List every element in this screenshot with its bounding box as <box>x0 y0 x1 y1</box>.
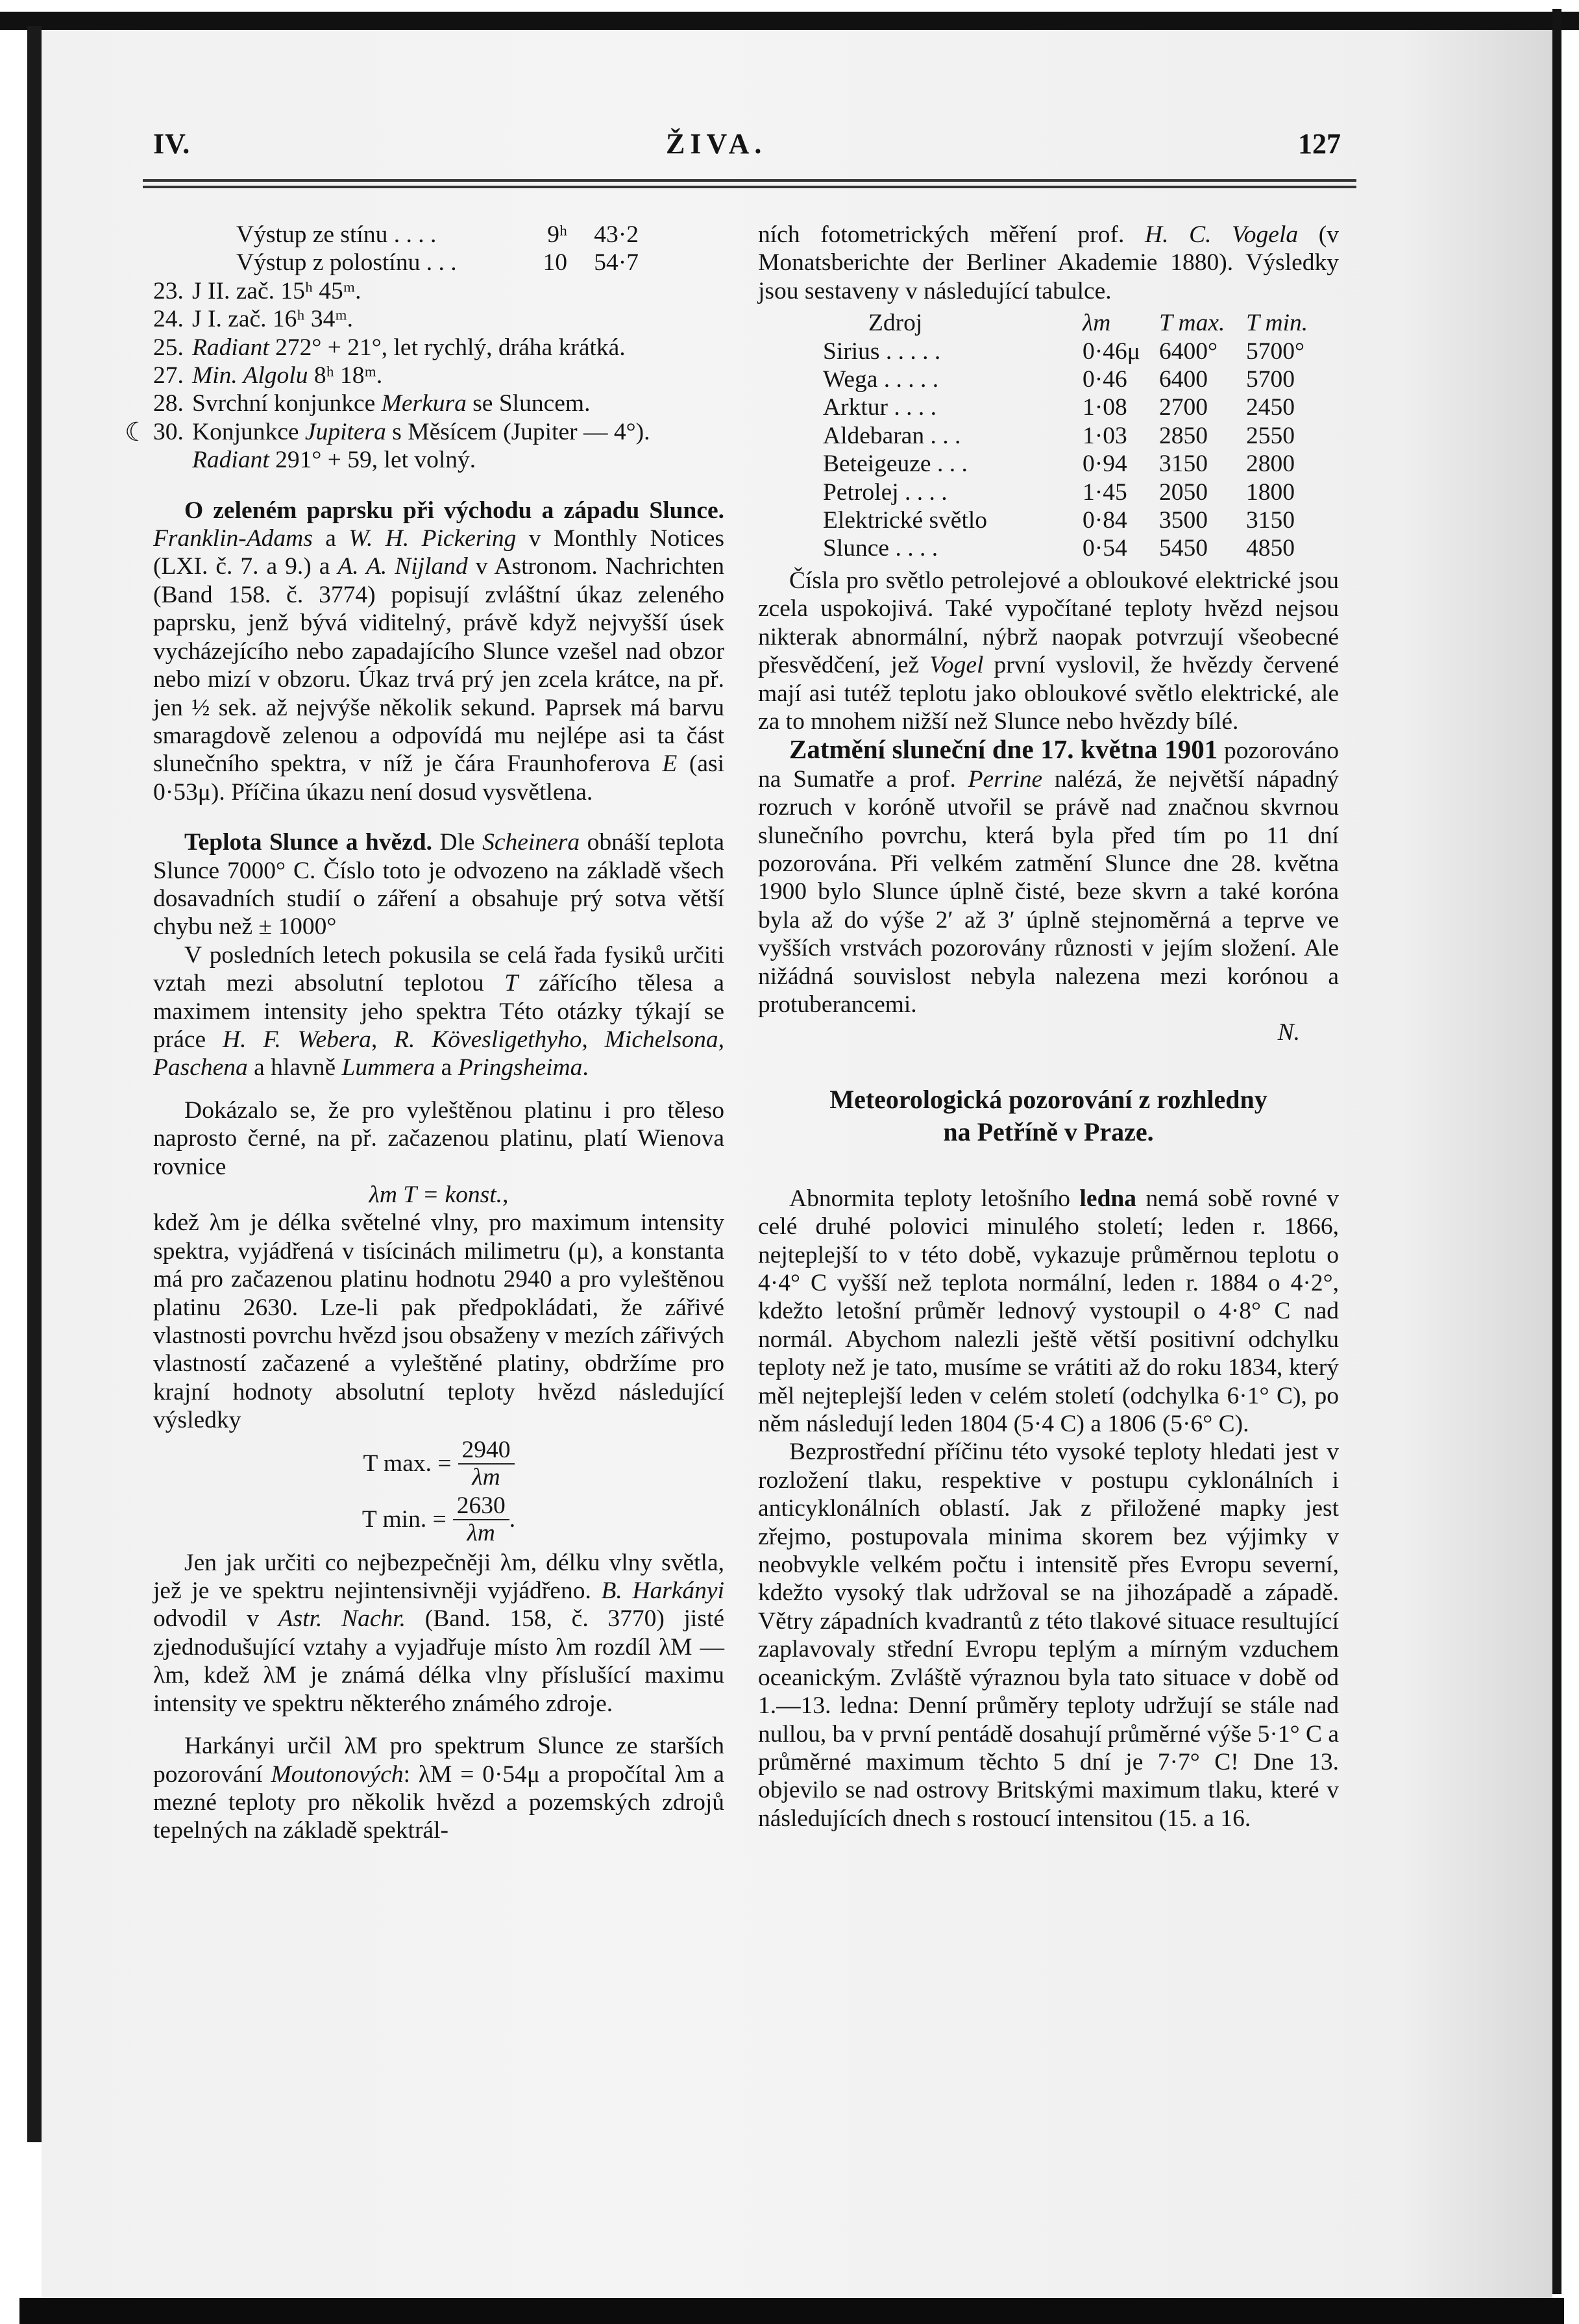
paragraph <box>153 1732 724 1845</box>
body-text: : λM = 0·54μ a propočítal λm a mezné teploty pro několik hvězd a pozemských zdrojů tepelných na základě spektrál- <box>153 1761 725 1844</box>
body-text: v Astronom. Nachrichten (Band 158. č. 3774) popisují zvláštní úkaz zeleného paprsku, jenž bývá viditelný, právě když nejvyšší úsek vycházejícího nebo zapadajícího Slunce vzešel nad obzor nebo mizí v obzoru. Úkaz trvá prý jen zcela krátce, na př. jen ½ sek. až nejvýše několik sekund. Paprsek má barvu smaragdově zelenou a odpovídá mu nejlépe asi ta část slunečního spektra, v níž je čára Fraunhoferova <box>153 553 724 778</box>
body-text: zářícího tělesa a maximem intensity jeho spektra Této otázky týkají se práce <box>153 970 724 1053</box>
article-green-ray <box>153 497 724 806</box>
cell-tmin: 1800 <box>1246 478 1295 506</box>
scan-border-left <box>27 26 42 2142</box>
symbol-T: T <box>504 970 519 997</box>
denominator: λm <box>467 1519 495 1546</box>
calendar-text <box>192 334 724 362</box>
calendar-italic: Jupitera <box>304 418 386 445</box>
cell-tmax: 6400 <box>1159 366 1208 393</box>
body-text: a hlavně <box>247 1054 342 1082</box>
formula-t-max <box>153 1437 724 1490</box>
table-row <box>823 478 1324 506</box>
timing-hours: 10 <box>543 249 567 277</box>
author-name: Scheinera <box>482 829 580 856</box>
article-title: O zeleném paprsku při východu a západu Slunce. <box>184 497 724 524</box>
formula-lhs: T min. = <box>361 1505 447 1533</box>
body-text: pozorováno na Sumatře a prof. <box>758 737 1339 793</box>
calendar-rest: 272° + 21°, let rychlý, dráha krátká. <box>269 334 626 361</box>
heading-line: na Petříně v Praze. <box>943 1117 1154 1146</box>
cell-tmax: 5450 <box>1159 535 1208 562</box>
cell-tmin: 2450 <box>1246 394 1295 421</box>
body-text: Harkányi určil λM pro spektrum Slunce ze starších pozorování <box>153 1733 724 1788</box>
running-head <box>153 127 1341 179</box>
cell-tmax: 6400° <box>1159 338 1218 365</box>
cell-source: Beteigeuze . . . <box>823 451 968 478</box>
formula-end: . <box>509 1505 516 1533</box>
cell-tmax: 3150 <box>1159 451 1208 478</box>
calendar-day: 28. <box>153 390 184 417</box>
temperature-table <box>823 309 1324 563</box>
calendar-text <box>192 389 724 417</box>
calendar-day: 27. <box>153 362 184 389</box>
calendar-entry <box>153 334 724 362</box>
timing-minutes: 54·7 <box>594 249 639 277</box>
calendar-entry <box>153 389 724 417</box>
cell-tmax: 2850 <box>1159 422 1208 449</box>
formula-lhs: T max. = <box>363 1450 452 1477</box>
cell-source: Wega . . . . . <box>823 366 939 393</box>
cell-lambda: 0·54 <box>1083 535 1127 562</box>
cell-tmax: 2050 <box>1159 478 1208 506</box>
table-row <box>823 422 1324 450</box>
section-heading <box>758 1083 1339 1148</box>
calendar-entry <box>153 446 724 474</box>
body-text: odvodil v <box>153 1605 278 1633</box>
paragraph: kdež λm je délka světelné vlny, pro maximum intensity spektra, vyjádřená v tisícinách milimetru (μ), a konstanta má pro začazenou platinu hodnotu 2940 a pro vyleštěnou platinu 2630. Lze-li pak předpokládati, že zářivé vlastnosti povrchu hvězd jsou obsaženy v mezích zářivých vlastností začazené a vyleštěné platiny, obdržíme pro krajní hodnoty absolutní teploty hvězd následující výsledky <box>153 1209 724 1434</box>
paragraph <box>153 1549 724 1718</box>
calendar-text: J I. zač. 16ʰ 34ᵐ. <box>192 306 354 333</box>
cell-tmin: 2800 <box>1246 451 1295 478</box>
author-name: A. A. Nijland <box>337 553 468 580</box>
timing-minutes: 43·2 <box>594 221 639 248</box>
scan-border-right <box>1552 9 1561 2294</box>
calendar-pre: Konjunkce <box>192 418 305 445</box>
author-name: Pringsheima <box>458 1054 583 1082</box>
fraction <box>453 1493 509 1546</box>
table-row <box>823 393 1324 421</box>
calendar-rest: 8ʰ 18ᵐ. <box>308 362 383 389</box>
paragraph <box>758 1185 1339 1439</box>
calendar-day: 25. <box>153 334 184 361</box>
article-eclipse <box>758 736 1339 1019</box>
author-name: H. C. Vogela <box>1145 221 1299 248</box>
wien-equation: λm T = konst., <box>369 1181 509 1208</box>
scan-border-bottom <box>19 2298 1564 2324</box>
numerator: 2630 <box>453 1493 509 1520</box>
author-signature: N. <box>1277 1019 1300 1046</box>
column-header-source: Zdroj <box>868 310 923 337</box>
calendar-entry <box>125 417 724 447</box>
article-title: Teplota Slunce a hvězd. <box>184 829 433 856</box>
calendar-text <box>192 446 724 474</box>
body-text: Jen jak určiti co nejbezpečněji λm, délku vlny světla, jež je ve spektru nejintensivněji vyjádřeno. <box>153 1549 724 1605</box>
cell-source: Petrolej . . . . <box>823 478 948 506</box>
table-row <box>823 338 1324 365</box>
cell-tmin: 4850 <box>1246 535 1295 562</box>
body-text: (v Monatsberichte der Berliner Akademie 1880). Výsledky jsou sestaveny v následující tabulce. <box>758 221 1339 304</box>
body-text: Čísla pro světlo petrolejové a obloukové elektrické jsou zcela uspokojivá. Také vypočítané teploty hvězd nejsou nikterak abnormální, nýbrž naopak potvrzují všeobecné přesvědčení, jež <box>758 567 1339 679</box>
calendar-day-number: 30. <box>153 418 184 445</box>
timing-label: Výstup ze stínu . . . . <box>236 221 437 248</box>
table-row <box>823 534 1324 562</box>
header-double-rule <box>143 179 1356 188</box>
timing-hours: 9ʰ <box>547 221 567 248</box>
body-text: V posledních letech pokusila se celá řada fysiků určiti vztah mezi absolutní teplotou <box>153 941 724 997</box>
scan-border-top <box>0 12 1579 30</box>
paragraph: Bezprostřední příčinu této vysoké teploty hledati jest v rozložení tlaku, respektive v postupu cyklonálních i anticyklonálních oblastí. Jak z přiložené mapky jest zřejmo, postupovala minima skorem bez výjimky v neobvykle velkém počtu i intensitě přes Evropu severní, kdežto vysoký tlak udržoval se na jihozápadě a západě. Větry západních kvadrantů z této tlakové situace resultující zaplavovaly střední Evropu teplým a mírným vzduchem oceanickým. Zvláště výraznou byla tato situace v době od 1.—13. ledna: Denní průměry teploty udržují se stále nad nullou, ba v první pentádě dosahují průměrné výše 5·1° C a průměrné maximum těchto 5 dní je 7·7° C! Dne 13. objevilo se nad ostrovy Britskými maximum tlaku, které v následujících dnech s rostoucí intensitou (15. a 16. <box>758 1439 1340 1832</box>
calendar-entry <box>153 277 724 305</box>
journal-name: Astr. Nachr. <box>278 1605 406 1633</box>
cell-tmin: 3150 <box>1246 507 1295 534</box>
body-text: obnáší teplota Slunce 7000° C. Číslo toto je odvozeno na základě všech dosavadních studií o záření a obsahuje prý sotva větší chybu než ± 1000° <box>153 829 724 941</box>
body-text: . <box>582 1054 589 1082</box>
calendar-pre: Svrchní konjunkce <box>192 390 382 417</box>
calendar-italic: Radiant <box>192 447 269 474</box>
body-text: a <box>435 1054 458 1082</box>
cell-lambda: 0·94 <box>1083 451 1127 478</box>
body-text: nemá sobě rovné v celé druhé polovici minulého století; leden r. 1866, nejteplejší to v této době, vykazuje průměrnou teplotu o 4·4° C vyšší než teplota normální, leden r. 1884 o 4·2°, kdežto letošní průměr lednový vystoupil o 4·8° C nad normál. Abychom nalezli ještě větší positivní odchylku teploty než je tato, musíme se vrátiti až do roku 1834, který měl nejteplejší leden v celém století (odchylka 6·1° C), po něm následují leden 1804 (5·4 C) a 1806 (5·6° C). <box>758 1185 1339 1438</box>
body-text: ních fotometrických měření prof. <box>758 221 1145 248</box>
author-name: Vogel <box>929 652 984 679</box>
table-header-row <box>823 309 1324 337</box>
article-temperature <box>153 828 724 941</box>
cell-tmax: 3500 <box>1159 507 1208 534</box>
table-row <box>823 450 1324 478</box>
cell-lambda: 0·46 <box>1083 366 1127 393</box>
body-text: nalézá, že největší nápadný rozruch v koróně utvořil se právě nad značnou skvrnou slunečního povrchu, která byla před tím po 11 dní pozorována. Při velkém zatmění Slunce dne 28. května 1900 bylo Slunce úplně čisté, beze skvrn a také koróna byla až do výše 2′ až 3′ úplně stejnoměrná a teprve ve vyšších vrstvách pozorovány různosti v jejím složení. Ale nižádná souvislost nebyla nalezena mezi korónou a protuberancemi. <box>758 765 1340 1018</box>
paragraph <box>153 941 724 1082</box>
author-name: Moutonových <box>271 1761 404 1788</box>
paragraph <box>758 221 1339 305</box>
author-name: B. Harkányi <box>601 1577 724 1605</box>
fraction <box>458 1437 515 1490</box>
calendar-rest: 291° + 59, let volný. <box>269 447 476 474</box>
left-column <box>125 221 725 1845</box>
body-text: a <box>312 525 349 552</box>
calendar-text <box>192 418 724 446</box>
author-name: Perrine <box>968 765 1043 793</box>
calendar-italic: Radiant <box>192 334 269 361</box>
journal-title: ŽIVA. <box>666 128 767 160</box>
author-name: W. H. Pickering <box>349 525 517 552</box>
emphasis: ledna <box>1079 1185 1137 1212</box>
body-text: Dle <box>432 829 483 856</box>
body-text: v Monthly Notices (LXI. č. 7. a 9.) a <box>153 525 724 580</box>
right-column <box>758 221 1339 1833</box>
article-title: Zatmění sluneční dne 17. května 1901 <box>789 734 1218 765</box>
fraunhofer-line: E <box>662 750 678 778</box>
cell-tmin: 2550 <box>1246 422 1295 449</box>
moon-phase-icon: ☾ <box>125 417 148 447</box>
calendar-day: 23. <box>153 277 184 304</box>
cell-source: Sirius . . . . . <box>823 338 941 365</box>
denominator: λm <box>472 1463 500 1490</box>
cell-tmax: 2700 <box>1159 394 1208 421</box>
body-text: Abnormita teploty letošního <box>789 1185 1080 1212</box>
table-body <box>823 338 1324 563</box>
column-header-tmax: T max. <box>1159 310 1225 337</box>
paragraph: Dokázalo se, že pro vyleštěnou platinu i pro těleso naprosto černé, na př. začazenou platinu, platí Wienova rovnice <box>153 1096 724 1180</box>
timing-label: Výstup z polostínu . . . <box>236 249 457 277</box>
calendar-day <box>125 417 192 447</box>
calendar-text: J II. zač. 15ʰ 45ᵐ. <box>192 277 361 304</box>
cell-lambda: 1·08 <box>1083 394 1127 421</box>
numerator: 2940 <box>458 1437 515 1465</box>
calendar-text <box>192 362 724 389</box>
volume-number: IV. <box>153 128 191 160</box>
cell-source: Elektrické světlo <box>823 507 988 534</box>
heading-line: Meteorologická pozorování z rozhledny <box>829 1084 1267 1114</box>
calendar-rest: s Měsícem (Jupiter — 4°). <box>386 418 650 445</box>
cell-lambda: 0·84 <box>1083 507 1127 534</box>
cell-lambda: 1·45 <box>1083 478 1127 506</box>
calendar-rest: se Sluncem. <box>466 390 591 417</box>
author-name: Lummera <box>341 1054 435 1082</box>
table-row <box>823 365 1324 393</box>
calendar-italic: Min. Algolu <box>192 362 308 389</box>
cell-source: Slunce . . . . <box>823 535 938 562</box>
paragraph <box>758 567 1339 736</box>
body-text: (Band. 158, č. 3770) jisté zjednodušující vztahy a vyjadřuje místo λm rozdíl λM — λm, kdež λM je známá délka vlny příslušící maximu intensity ve spektru některého známého zdroje. <box>153 1605 725 1717</box>
body-text: (asi 0·53μ). Příčina úkazu není dosud vysvětlena. <box>153 750 724 806</box>
cell-tmin: 5700 <box>1246 366 1295 393</box>
cell-lambda: 1·03 <box>1083 422 1127 449</box>
cell-tmin: 5700° <box>1246 338 1304 365</box>
author-names: H. F. Webera, R. Kövesligethyho, Michelsona, Paschena <box>153 1026 725 1082</box>
calendar-entry <box>153 362 724 389</box>
calendar-italic: Merkura <box>381 390 467 417</box>
cell-source: Arktur . . . . <box>823 394 936 421</box>
page-number: 127 <box>1298 128 1341 160</box>
column-header-tmin: T min. <box>1246 310 1308 337</box>
calendar-day: 24. <box>153 306 184 333</box>
cell-lambda: 0·46μ <box>1083 338 1140 365</box>
timing-row <box>236 249 639 277</box>
timing-row <box>236 221 639 249</box>
cell-source: Aldebaran . . . <box>823 422 961 449</box>
calendar-entry <box>153 305 724 333</box>
body-text: první vyslovil, že hvězdy červené mají asi tutéž teplotu jako obloukové světlo elektrické, ale za to mnohem nižší než Slunce nebo hvězdy bílé. <box>758 652 1339 735</box>
table-row <box>823 506 1324 534</box>
formula-t-min <box>153 1493 724 1546</box>
column-header-lambda: λm <box>1083 310 1111 337</box>
author-name: Franklin-Adams <box>153 525 313 552</box>
